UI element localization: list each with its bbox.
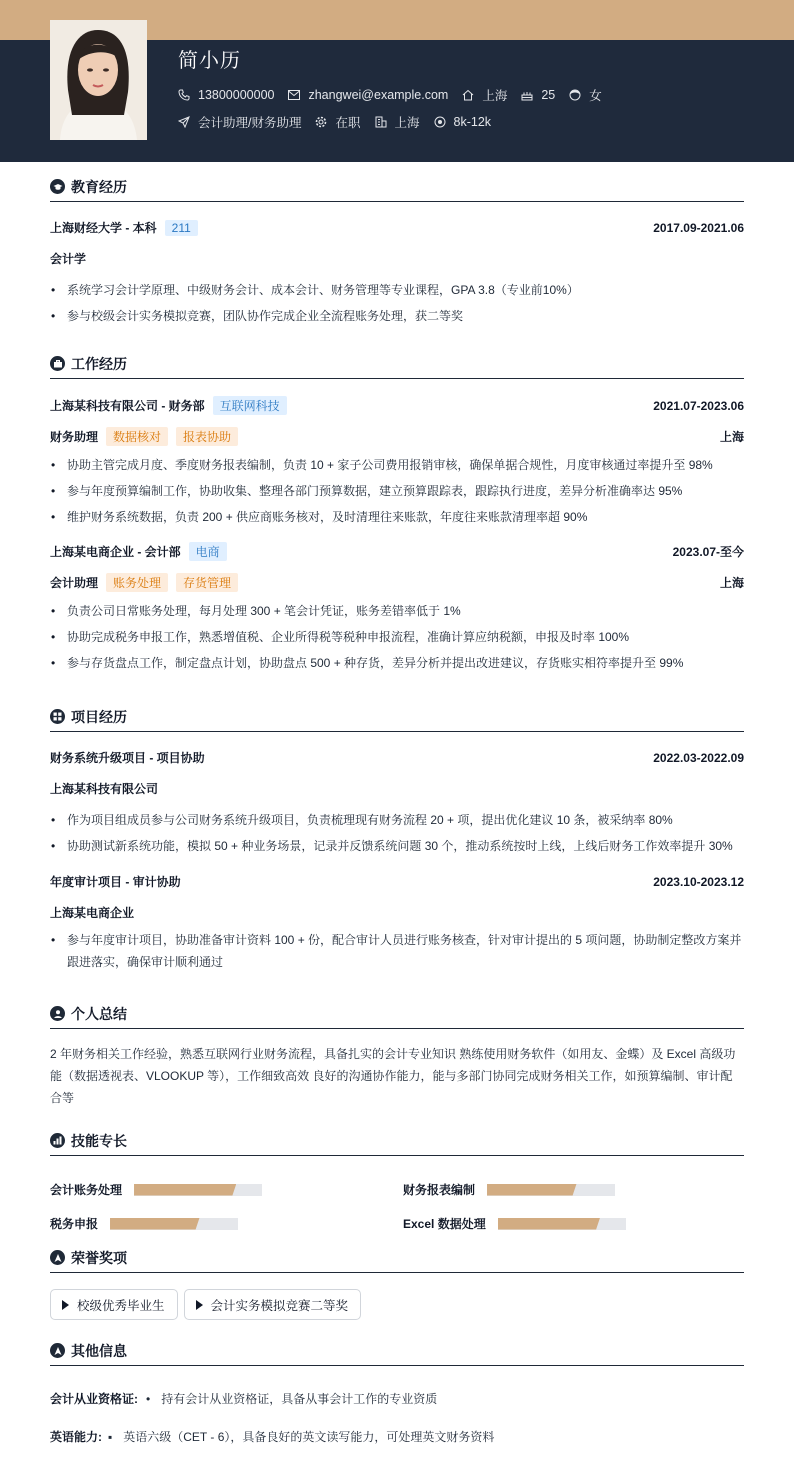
job-bullets (50, 600, 744, 674)
candidate-name: 简小历 (178, 50, 241, 72)
job-text: 会计助理/财务助理 (198, 116, 302, 130)
list-item: • 参与年度预算编制工作，协助收集、整理各部门预算数据，建立预算跟踪表，跟踪执行进度，差异分析准确率达 95% (50, 480, 744, 502)
project-date: 2023.10-2023.12 (653, 874, 744, 889)
industry-tag: 电商 (189, 542, 227, 561)
coin-icon (434, 116, 446, 128)
bullet: • (146, 1391, 151, 1406)
phone-text: 13800000000 (198, 88, 275, 102)
email-item (288, 88, 448, 102)
section-title: 其他信息 (71, 1342, 127, 1359)
other-item (50, 1390, 437, 1407)
list-item: • 协助完成税务申报工作，熟悉增值税、企业所得税等税种申报流程，准确计算应纳税额，申报及时率 100% (50, 626, 744, 648)
project-name: 财务系统升级项目 - 项目协助 (50, 751, 205, 765)
school-tag: 211 (165, 220, 198, 236)
job-bullets (50, 454, 744, 528)
summary-section (50, 1005, 744, 1109)
email-text: zhangwei@example.com (308, 88, 449, 102)
award-label: 会计实务模拟竞赛二等奖 (210, 1298, 349, 1313)
summary-text: 2 年财务相关工作经验，熟悉互联网行业财务流程，具备扎实的会计专业知识 熟练使用财务软件（如用友、金蝶）及 Excel 高级功能（数据透视表、VLOOKUP 等），工作细致高效 良好的沟通协作能力，能与多部门协同完成财务相关工作，如预算编制、审计配合等 (50, 1047, 736, 1105)
company-name: 上海某科技有限公司 - 财务部 (50, 399, 205, 413)
gear-icon (315, 116, 327, 128)
job-date: 2021.07-2023.06 (653, 398, 744, 413)
section-title: 技能专长 (71, 1132, 127, 1149)
list-item: • 参与校级会计实务模拟竞赛，团队协作完成企业全流程账务处理，获二等奖 (50, 305, 744, 327)
role-row (50, 573, 744, 592)
skills-section (50, 1132, 744, 1156)
skill-bar (487, 1184, 615, 1196)
project-date: 2022.03-2022.09 (653, 750, 744, 765)
project-header-row (50, 749, 744, 766)
company-name: 上海某电商企业 - 会计部 (50, 545, 181, 559)
cake-icon (521, 89, 533, 101)
major: 会计学 (50, 252, 87, 266)
list-item: • 协助主管完成月度、季度财务报表编制，负责 10 + 家子公司费用报销审核，确保单据合规性，月度审核通过率提升至 98% (50, 454, 744, 476)
summary-heading (50, 1005, 744, 1029)
other-key: 英语能力: (50, 1430, 102, 1444)
skill-bar (134, 1184, 262, 1196)
skill-item (403, 1215, 626, 1232)
other-key: 会计从业资格证: (50, 1392, 138, 1406)
skill-tag: 报表协助 (176, 427, 238, 446)
age-text: 25 (541, 88, 556, 102)
list-item: • 维护财务系统数据，负责 200 + 供应商账务核对，及时清理往来账款，年度往来账款清理率超 90% (50, 506, 744, 528)
skills-heading (50, 1132, 744, 1156)
skill-bar (110, 1218, 238, 1230)
projects-heading (50, 708, 744, 732)
industry-tag: 互联网科技 (213, 396, 287, 415)
section-title: 教育经历 (71, 178, 127, 195)
phone-item (178, 88, 274, 102)
bar-chart-icon (50, 1133, 65, 1148)
skill-label: 会计账务处理 (50, 1183, 123, 1197)
send-icon (178, 116, 190, 128)
city-text: 上海 (394, 116, 420, 130)
skill-bar-fill (134, 1184, 236, 1196)
other-section (50, 1342, 744, 1366)
project-name: 年度审计项目 - 审计协助 (50, 875, 181, 889)
job-intent-row (178, 113, 505, 131)
role-title: 财务助理 (50, 430, 99, 444)
building-icon (375, 116, 387, 128)
home-icon (462, 89, 474, 101)
gender-item (569, 86, 602, 104)
salary-text: 8k-12k (453, 115, 492, 129)
other-heading (50, 1342, 744, 1366)
project-bullets (50, 809, 744, 857)
gender-text: 女 (589, 89, 602, 103)
award-item (184, 1289, 362, 1320)
section-title: 项目经历 (71, 708, 127, 725)
contact-row (178, 86, 616, 104)
list-item: • 参与存货盘点工作，制定盘点计划，协助盘点 500 + 种存货，差异分析并提出改进建议，存货账实相符率提升至 99% (50, 652, 744, 674)
skill-label: 财务报表编制 (403, 1183, 476, 1197)
other-value: 英语六级（CET - 6），具备良好的英文读写能力，可处理英文财务资料 (123, 1430, 495, 1444)
salary-item (434, 115, 492, 129)
home-item (462, 86, 507, 104)
list-item: • 系统学习会计学原理、中级财务会计、成本会计、财务管理等专业课程，GPA 3.8（专业前10%） (50, 279, 744, 301)
school-name: 上海财经大学 - 本科 (50, 221, 157, 235)
education-section (50, 178, 744, 327)
skill-bar-fill (498, 1218, 600, 1230)
graduation-cap-icon (50, 179, 65, 194)
section-title: 工作经历 (71, 355, 127, 372)
list-item: • 参与年度审计项目，协助准备审计资料 100 + 份，配合审计人员进行账务核查，针对审计提出的 5 项问题，协助制定整改方案并跟进落实，确保审计顺利通过 (50, 929, 744, 973)
education-heading (50, 178, 744, 202)
job-date: 2023.07-至今 (672, 545, 744, 559)
list-item: • 作为项目组成员参与公司财务系统升级项目，负责梳理现有财务流程 20 + 项，提出优化建议 10 条，被采纳率 80% (50, 809, 744, 831)
job-location: 上海 (719, 430, 744, 444)
role-row (50, 427, 744, 446)
award-icon (50, 1250, 65, 1265)
section-title: 荣誉奖项 (71, 1249, 127, 1266)
age-item (521, 88, 555, 102)
skill-bar-fill (110, 1218, 200, 1230)
job-location: 上海 (719, 576, 744, 590)
project-org: 上海某科技有限公司 (50, 782, 159, 796)
awards-section (50, 1249, 744, 1320)
skill-tag: 存货管理 (176, 573, 238, 592)
job-item (178, 113, 301, 131)
grid-icon (50, 709, 65, 724)
job-header-row (50, 542, 744, 561)
gender-icon (569, 89, 581, 101)
work-heading (50, 355, 744, 379)
education-header-row (50, 219, 744, 236)
award-item (50, 1289, 178, 1320)
education-date: 2017.09-2021.06 (653, 220, 744, 235)
project-bullets (50, 929, 744, 973)
city-item (375, 113, 420, 131)
awards-list (50, 1289, 744, 1320)
info-icon (50, 1343, 65, 1358)
awards-heading (50, 1249, 744, 1273)
section-title: 个人总结 (71, 1005, 127, 1022)
other-value: 持有会计从业资格证，具备从事会计工作的专业资质 (161, 1392, 438, 1406)
project-header-row (50, 873, 744, 890)
profile-photo (50, 20, 147, 140)
home-text: 上海 (482, 89, 508, 103)
skill-tag: 账务处理 (106, 573, 168, 592)
skill-bar (498, 1218, 626, 1230)
skill-item (50, 1215, 238, 1232)
play-icon (196, 1300, 203, 1310)
role-title: 会计助理 (50, 576, 99, 590)
list-item: • 协助测试新系统功能，模拟 50 + 种业务场景，记录并反馈系统问题 30 个，推动系统按时上线，上线后财务工作效率提升 30% (50, 835, 744, 857)
user-icon (50, 1006, 65, 1021)
education-bullets (50, 279, 744, 327)
award-label: 校级优秀毕业生 (77, 1298, 165, 1313)
phone-icon (178, 89, 190, 101)
skill-label: 税务申报 (50, 1217, 99, 1231)
list-item: • 负责公司日常账务处理，每月处理 300 + 笔会计凭证，账务差错率低于 1% (50, 600, 744, 622)
job-header-row (50, 396, 744, 415)
project-org: 上海某电商企业 (50, 906, 135, 920)
briefcase-icon (50, 356, 65, 371)
skill-bar-fill (487, 1184, 577, 1196)
projects-section (50, 708, 744, 973)
work-section (50, 355, 744, 674)
other-item (50, 1428, 494, 1445)
play-icon (62, 1300, 69, 1310)
skill-label: Excel 数据处理 (403, 1217, 486, 1231)
skill-item (403, 1181, 615, 1198)
skill-item (50, 1181, 262, 1198)
status-text: 在职 (335, 116, 361, 130)
skill-tag: 数据核对 (106, 427, 168, 446)
status-item (315, 113, 360, 131)
mail-icon (288, 90, 300, 100)
bullet: ▪ (108, 1429, 113, 1444)
